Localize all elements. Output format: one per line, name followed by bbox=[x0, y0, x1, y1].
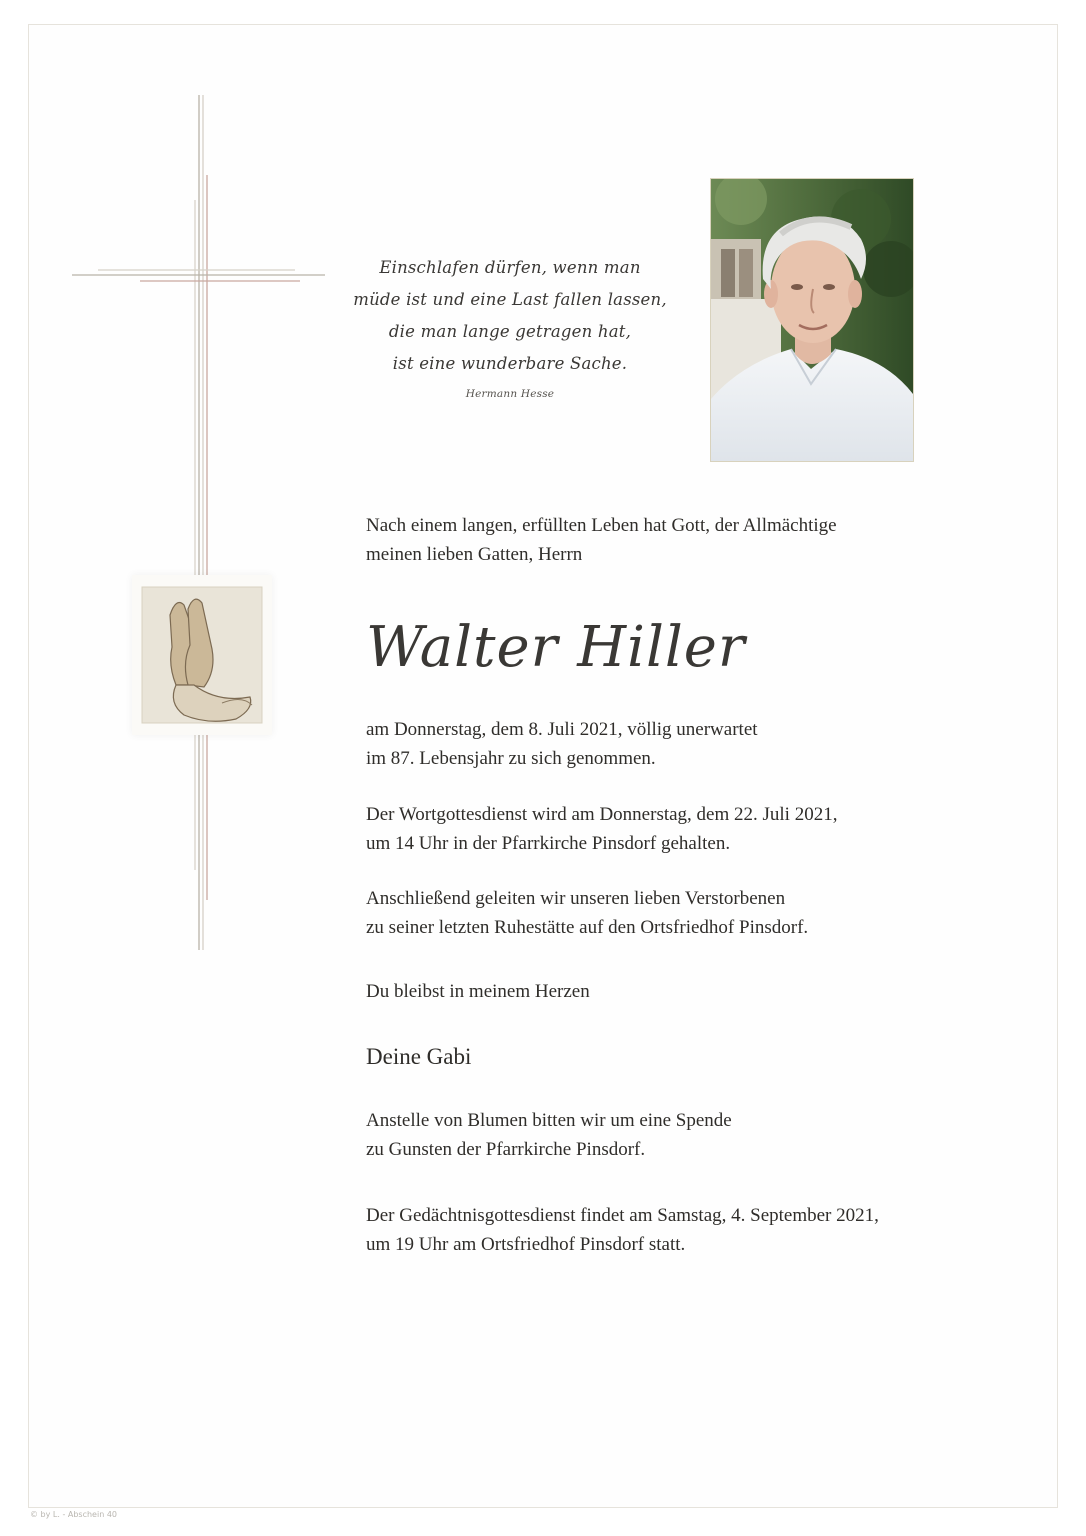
memorial-line: Der Gedächtnisgottesdienst findet am Samstag, 4. September 2021, bbox=[366, 1205, 879, 1226]
burial-line: zu seiner letzten Ruhestätte auf den Ortsfriedhof Pinsdorf. bbox=[366, 917, 809, 938]
memorial-text bbox=[366, 1201, 879, 1259]
service-line: um 14 Uhr in der Pfarrkirche Pinsdorf gehalten. bbox=[366, 833, 731, 854]
quote-author: Hermann Hesse bbox=[465, 388, 555, 400]
burial-text bbox=[366, 884, 808, 942]
death-text bbox=[366, 715, 758, 773]
service-line: Der Wortgottesdienst wird am Donnerstag, dem 22. Juli 2021, bbox=[366, 804, 838, 825]
praying-hands-icon bbox=[132, 575, 272, 735]
donation-line: Anstelle von Blumen bitten wir um eine Spende bbox=[366, 1110, 732, 1131]
death-line: im 87. Lebensjahr zu sich genommen. bbox=[366, 748, 656, 769]
intro-text bbox=[366, 511, 837, 569]
donation-line: zu Gunsten der Pfarrkirche Pinsdorf. bbox=[366, 1139, 646, 1160]
quote bbox=[340, 252, 680, 404]
service-text bbox=[366, 800, 837, 858]
farewell-line: Du bleibst in meinem Herzen bbox=[366, 981, 590, 1002]
intro-line: Nach einem langen, erfüllten Leben hat Gott, der Allmächtige bbox=[366, 515, 837, 536]
burial-line: Anschließend geleiten wir unseren lieben Verstorbenen bbox=[366, 888, 786, 909]
quote-line: die man lange getragen hat, bbox=[388, 322, 632, 341]
footer-mark: © by L. - Abschein 40 bbox=[30, 1510, 117, 1519]
quote-line: Einschlafen dürfen, wenn man bbox=[379, 258, 641, 277]
farewell-text bbox=[366, 977, 590, 1006]
memorial-line: um 19 Uhr am Ortsfriedhof Pinsdorf statt. bbox=[366, 1234, 686, 1255]
quote-line: müde ist und eine Last fallen lassen, bbox=[353, 290, 667, 309]
portrait-photo bbox=[710, 178, 914, 462]
intro-line: meinen lieben Gatten, Herrn bbox=[366, 544, 583, 565]
death-line: am Donnerstag, dem 8. Juli 2021, völlig unerwartet bbox=[366, 719, 758, 740]
signature: Deine Gabi bbox=[366, 1044, 472, 1069]
deceased-name: Walter Hiller bbox=[366, 615, 746, 680]
quote-line: ist eine wunderbare Sache. bbox=[392, 354, 628, 373]
donation-text bbox=[366, 1106, 732, 1164]
